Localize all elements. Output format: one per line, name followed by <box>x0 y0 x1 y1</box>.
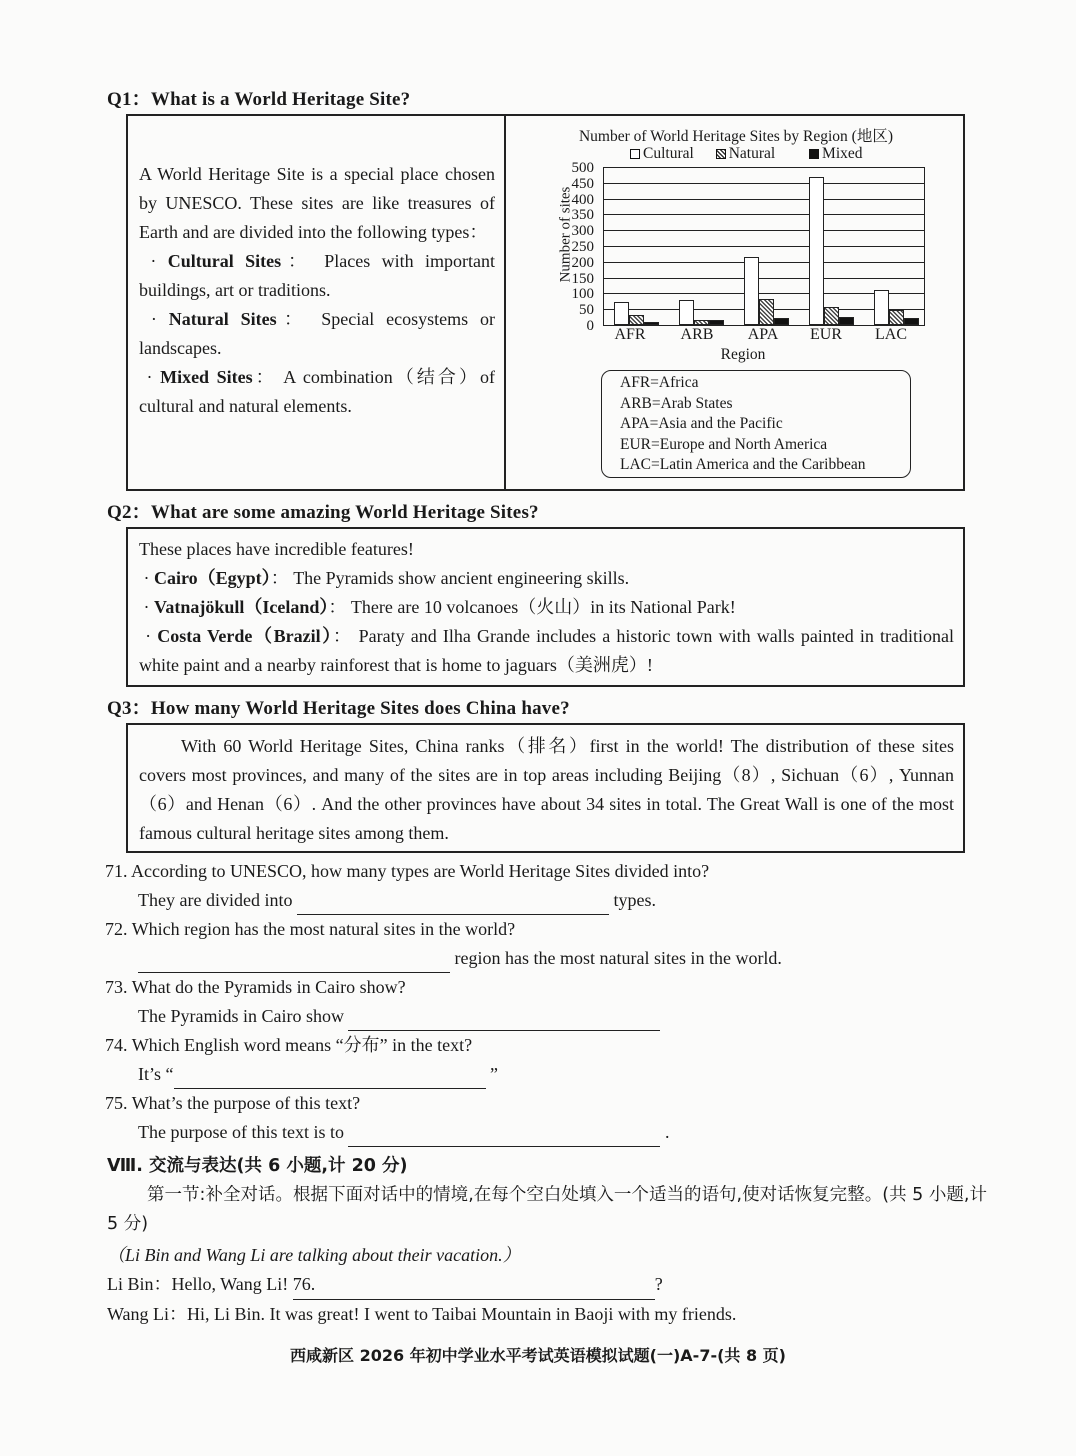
bar-apa-cultural <box>744 257 759 325</box>
abbr-arb: ARB=Arab States <box>620 394 733 412</box>
type-cultural: · Cultural Sites： Places with important buildings, art or traditions. <box>139 251 495 300</box>
chart-legend <box>630 145 990 163</box>
answer-73-blank[interactable] <box>348 1012 660 1031</box>
answer-75: The purpose of this text is to . <box>105 1118 965 1147</box>
q1-heading <box>107 84 410 111</box>
dialog-scene: （Li Bin and Wang Li are talking about their vacation.） <box>107 1245 521 1265</box>
natural-swatch-icon <box>716 149 726 159</box>
bar-lac-cultural <box>874 290 889 325</box>
q3-title: How many World Heritage Sites does China have? <box>150 698 570 719</box>
bar-arb-cultural <box>679 300 694 325</box>
answer-71: They are divided into types. <box>105 886 965 915</box>
abbr-afr: AFR=Africa <box>620 374 699 391</box>
q2-heading: Q2：What are some amazing World Heritage Sites? <box>107 502 539 523</box>
abbr-eur: EUR=Europe and North America <box>620 435 828 453</box>
x-axis-label: Region <box>720 346 766 363</box>
section-8 <box>107 1152 987 1239</box>
site-vatnajokull: · Vatnajökull（Iceland）： There are 10 volcanoes（火山）in its National Park! <box>139 597 736 617</box>
q1-label: Q1： <box>107 89 151 110</box>
question-74: 74. Which English word means “分布” in the text? <box>105 1035 473 1055</box>
chart-title: Number of World Heritage Sites by Region (地区) <box>578 128 893 145</box>
q3-box <box>126 723 965 853</box>
q1-divider <box>504 116 506 489</box>
section-8-instruction: 第一节:补全对话。根据下面对话中的情境,在每个空白处填入一个适当的语句,使对话恢复完整。(共 5 小题,计 5 分) <box>107 1185 987 1234</box>
bar-afr-cultural <box>614 302 629 325</box>
question-72: 72. Which region has the most natural sites in the world? <box>105 919 516 939</box>
abbr-lac: LAC=Latin America and the Caribbean <box>620 456 866 473</box>
questions <box>105 857 965 1147</box>
legend-natural: Natural <box>716 145 775 162</box>
dialog <box>107 1241 987 1329</box>
bar-afr-natural <box>629 315 644 325</box>
bar-afr-mixed <box>644 322 659 325</box>
dialog-line-li-bin: Li Bin：Hello, Wang Li! 76. ? <box>107 1270 987 1300</box>
bar-arb-natural <box>694 320 709 325</box>
bar-eur-cultural <box>809 177 824 325</box>
chart-bars <box>604 167 924 325</box>
type-mixed: · Mixed Sites： A combination（结合）of cultural and natural elements. <box>139 367 496 416</box>
bar-apa-natural <box>759 299 774 325</box>
legend-mixed: Mixed <box>809 145 862 162</box>
x-ticks: AFR ARB APA EUR LAC <box>614 326 907 343</box>
site-cairo: · Cairo（Egypt）： The Pyramids show ancient engineering skills. <box>139 568 630 588</box>
q1-title: What is a World Heritage Site? <box>150 89 411 110</box>
abbr-apa: APA=Asia and the Pacific <box>620 415 783 432</box>
q3-heading: Q3：How many World Heritage Sites does China have? <box>107 698 570 719</box>
bar-lac-natural <box>889 310 904 325</box>
answer-71-blank[interactable] <box>297 896 609 915</box>
answer-72-blank[interactable] <box>138 954 450 973</box>
answer-73: The Pyramids in Cairo show <box>105 1002 965 1031</box>
cultural-swatch-icon <box>630 149 640 159</box>
answer-74-blank[interactable] <box>174 1070 486 1089</box>
q2-intro: These places have incredible features! <box>139 539 414 559</box>
q1-box: A World Heritage Site is a special place chosen by UNESCO. These sites are like treasures of Earth and are divided into the following types： · Cultural Sites： Places with important buildings, art or traditions. · Natural Sites： Special ecosystems or landscapes. · Mixed Sites： A combination（结合）of cultural and natural elements. Number of World Heritage Sites by Region (地区) Cultural Natural Mixed Number of sites 500 450 400 350 300 250 200 150 100 50 0 AFR ARB APA EUR LAC Region AFR=Africa ARB=Arab States APA=Asia and the Pacific EUR=Europe and North America LAC=Latin America and the Caribbean <box>126 114 965 491</box>
legend-cultural: Cultural <box>630 145 694 162</box>
dialog-line-wang-li: Wang Li：Hi, Li Bin. It was great! I went to Taibai Mountain in Baoji with my friends. <box>107 1304 737 1324</box>
answer-72: region has the most natural sites in the world. <box>105 944 965 973</box>
q1-intro: A World Heritage Site is a special place chosen by UNESCO. These sites are like treasures of Earth and are divided into the following types： <box>139 164 495 242</box>
bar-arb-mixed <box>709 320 724 325</box>
abbreviation-box <box>601 370 911 478</box>
answer-75-blank[interactable] <box>348 1128 660 1147</box>
q2-box <box>126 527 965 687</box>
chart-plot-area <box>603 167 925 326</box>
bar-apa-mixed <box>774 318 789 325</box>
bar-eur-mixed <box>839 317 854 325</box>
q2-title: What are some amazing World Heritage Sites? <box>150 502 539 523</box>
question-75: 75. What’s the purpose of this text? <box>105 1093 361 1113</box>
answer-76-blank[interactable]: 76. <box>293 1270 655 1300</box>
q3-text: With 60 World Heritage Sites, China ranks（排名）first in the world! The distribution of these sites covers most provinces, and many of the sites are in top areas including Beijing（8）, Sichuan（6）, Yunnan（6）and Henan（6）. And the other provinces have about 34 sites in total. The Great Wall is one of the most famous cultural heritage sites among them. <box>139 736 954 843</box>
section-8-heading: Ⅷ. 交流与表达(共 6 小题,计 20 分) <box>107 1156 408 1176</box>
q2-text <box>139 535 954 680</box>
site-costa-verde: · Costa Verde（Brazil）： Paraty and Ilha Grande includes a historic town with walls painted in traditional white paint and a nearby rainforest that is home to jaguars（美洲虎）! <box>139 626 955 675</box>
bar-eur-natural <box>824 307 839 325</box>
y-axis-label: Number of sites <box>557 186 574 283</box>
bar-lac-mixed <box>904 318 919 325</box>
q1-text <box>139 160 495 421</box>
question-71: 71. According to UNESCO, how many types are World Heritage Sites divided into? <box>105 861 710 881</box>
mixed-swatch-icon <box>809 149 819 159</box>
type-natural: · Natural Sites： Special ecosystems or landscapes. <box>139 309 496 358</box>
answer-74: It’s “ ” <box>105 1060 965 1089</box>
question-73: 73. What do the Pyramids in Cairo show? <box>105 977 406 997</box>
page-footer: 西咸新区 2026 年初中学业水平考试英语模拟试题(一)A-7-(共 8 页) <box>290 1346 786 1365</box>
